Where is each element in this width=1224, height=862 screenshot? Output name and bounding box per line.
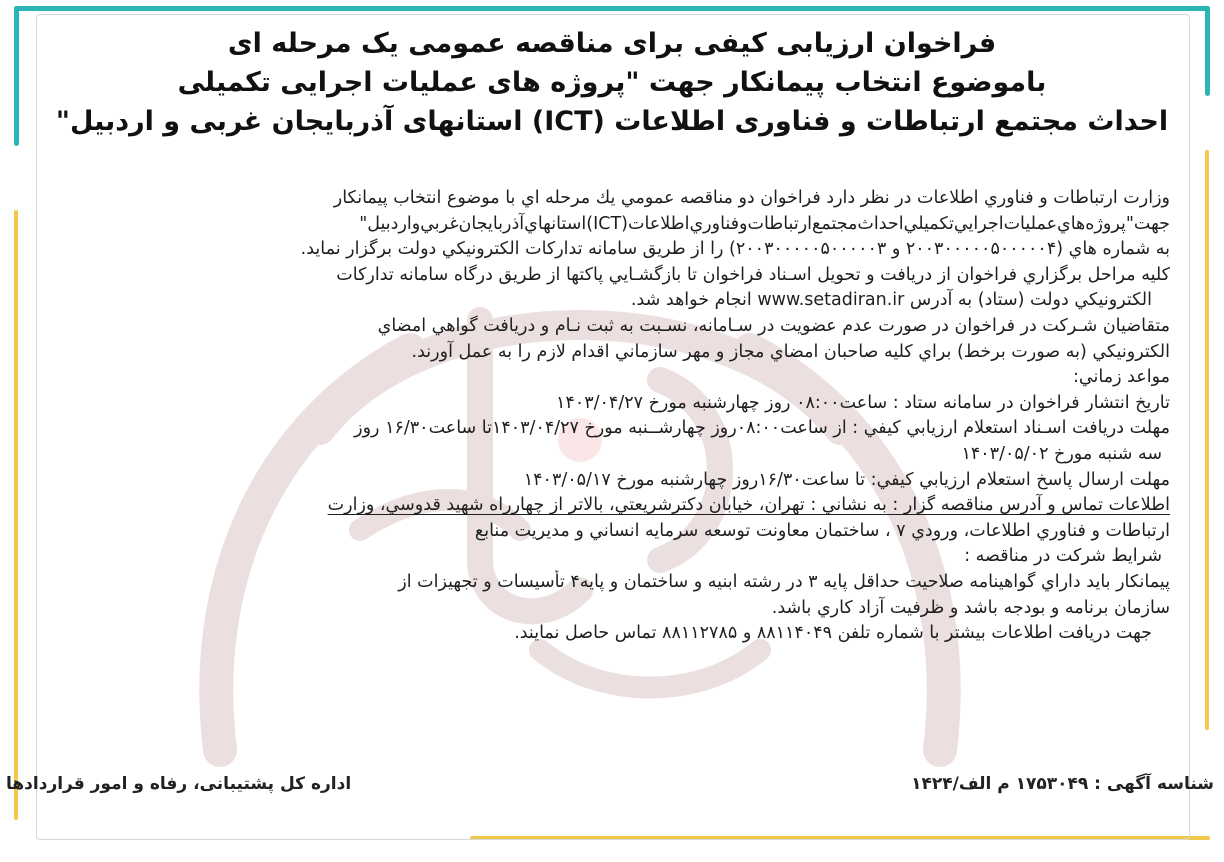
notice-footer xyxy=(0,770,1224,800)
section-heading-deadlines: مواعد زماني: xyxy=(1073,367,1170,388)
body-line: به شماره هاي (۲۰۰۳۰۰۰۰۰۵۰۰۰۰۰۴ و ۲۰۰۳۰۰۰۰۰۵۰۰۰۰۰۳) را از طريق سامانه تداركات الكترونيكي دولت برگزار نمايد. xyxy=(300,239,1170,260)
frame-border-top xyxy=(14,6,1210,11)
deadline-receive-cont: سه شنبه مورخ ۱۴۰۳/۰۵/۰۲ xyxy=(961,443,1162,464)
contact-info-cont: ارتباطات و فناوري اطلاعات، ورودي ۷ ، ساختمان معاونت توسعه سرمايه انساني و مديريت منابع xyxy=(474,520,1170,541)
notice-body xyxy=(44,186,1170,647)
title-line-1: فراخوان ارزیابی کیفی برای مناقصه عمومی یک مرحله ای xyxy=(227,28,997,59)
body-line: كليه مراحل برگزاري فراخوان از دريافت و تحويل اسـناد فراخوان تا بازگشـايي پاكتها از طريق درگاه سامانه تداركات xyxy=(336,264,1170,285)
deadline-receive: مهلت دريافت اسـناد استعلام ارزيابي كيفي : از ساعت۰۸:۰۰روز چهارشــنبه مورخ ۱۴۰۳/۰۴/۲۷تا ساعت۱۶/۳۰ روز xyxy=(354,418,1170,439)
phone-info: جهت دريافت اطلاعات بيشتر با شماره تلفن ۸۸۱۱۴۰۴۹ و ۸۸۱۱۲۷۸۵ تماس حاصل نمايند. xyxy=(514,623,1152,644)
body-line: جهت"پروژه‌هاي‌عملیات‌اجرايي‌تكميلي‌احداث‌مجتمع‌ارتباطات‌وفناوري‌اطلاعات(ICT)استانهاي‌آذربايجان‌غربي‌واردبيل" xyxy=(359,213,1170,234)
title-line-3: احداث مجتمع ارتباطات و فناوری اطلاعات (ICT) استانهای آذربایجان غربی و اردبیل" xyxy=(55,106,1169,137)
deadline-publish: تاريخ انتشار فراخوان در سامانه ستاد : ساعت۰۸:۰۰ روز چهارشنبه مورخ ۱۴۰۳/۰۴/۲۷ xyxy=(556,392,1170,413)
condition-text: پيمانكار بايد داراي گواهينامه صلاحيت حداقل پايه ۳ در رشته ابنيه و ساختمان و پايه۴ تأسيسات و تجهيزات از xyxy=(398,571,1170,592)
body-line: وزارت ارتباطات و فناوري اطلاعات در نظر دارد فراخوان دو مناقصه عمومي يك مرحله اي با موضوع انتخاب پیمانکار xyxy=(333,188,1170,208)
frame-border-right-teal xyxy=(1205,6,1210,96)
contact-info: اطلاعات تماس و آدرس مناقصه گزار : به نشاني : تهران، خيابان دكترشريعتي، بالاتر از چهارراه شهيد قدوسي، وزارت xyxy=(327,495,1170,516)
ad-id: شناسه آگهی : ۱۷۵۳۰۴۹ م الف/۱۴۲۴ xyxy=(911,774,1214,794)
body-line: الكترونيكي (به صورت برخط) براي كليه صاحبان امضاي مجاز و مهر سازماني اقدام لازم را به عمل آورند. xyxy=(411,341,1170,362)
notice-title xyxy=(44,24,1180,141)
body-line: متقاضيان شـركت در فراخوان در صورت عدم عضويت در سـامانه، نسـبت به ثبت نـام و دريافت گواهي امضاي xyxy=(377,315,1170,336)
section-heading-conditions: شرايط شركت در مناقصه : xyxy=(964,546,1162,567)
deadline-submit: مهلت ارسال پاسخ استعلام ارزيابي كيفي: تا ساعت۱۶/۳۰روز چهارشنبه مورخ ۱۴۰۳/۰۵/۱۷ xyxy=(523,469,1170,490)
title-line-2: باموضوع انتخاب پیمانکار جهت "پروژه های عملیات اجرایی تکمیلی xyxy=(177,67,1047,98)
frame-border-left-teal xyxy=(14,6,19,146)
frame-border-left-yellow xyxy=(14,210,18,820)
frame-border-right-yellow xyxy=(1205,150,1209,730)
condition-text-cont: سازمان برنامه و بودجه باشد و ظرفيت آزاد كاري باشد. xyxy=(771,597,1170,618)
issuing-organization: اداره کل پشتیبانی، رفاه و امور قراردادها xyxy=(6,774,352,794)
notice-content xyxy=(44,24,1180,834)
body-line-with-website: الكترونيكي دولت (ستاد) به آدرس www.setadiran.ir انجام خواهد شد. xyxy=(630,290,1152,311)
